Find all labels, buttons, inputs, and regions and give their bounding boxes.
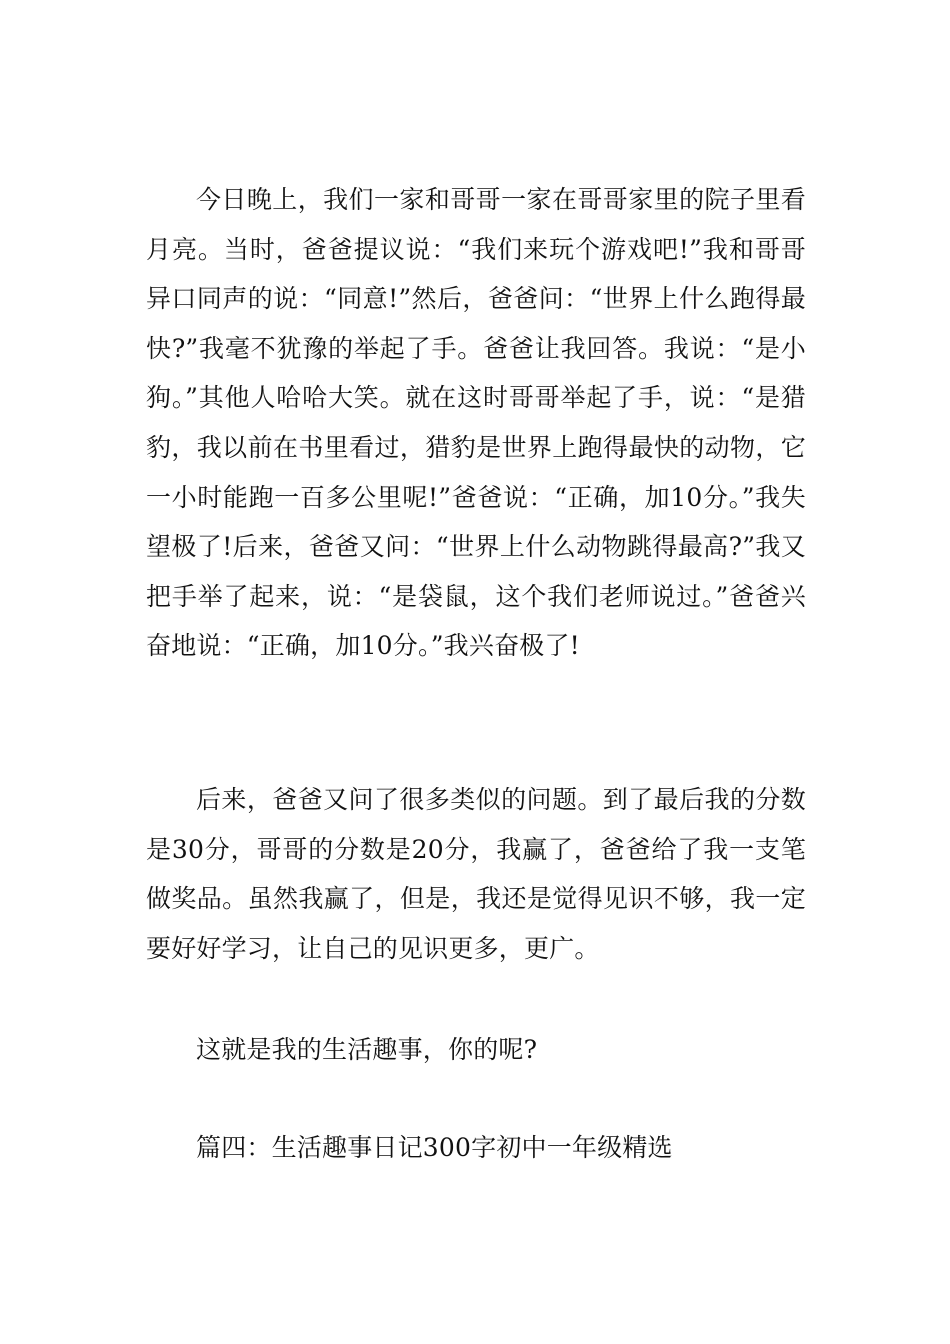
paragraph-result: 后来，爸爸又问了很多类似的问题。到了最后我的分数是30分，哥哥的分数是20分，我赢了，爸爸给了我一支笔做奖品。虽然我赢了，但是，我还是觉得见识不够，我一定要好好学习，让自己的见识更多，更广。 (146, 785, 806, 963)
section-heading: 篇四：生活趣事日记300字初中一年级精选 (196, 1133, 673, 1162)
paragraph-closing: 这就是我的生活趣事，你的呢? (196, 1035, 538, 1064)
paragraph-story: 今日晚上，我们一家和哥哥一家在哥哥家里的院子里看月亮。当时，爸爸提议说：“我们来玩个游戏吧!”我和哥哥异口同声的说：“同意!”然后，爸爸问：“世界上什么跑得最快?”我毫不犹豫的举起了手。爸爸让我回答。我说：“是小狗。”其他人哈哈大笑。就在这时哥哥举起了手，说：“是猎豹，我以前在书里看过，猎豹是世界上跑得最快的动物，它一小时能跑一百多公里呢!”爸爸说：“正确，加10分。”我失望极了!后来，爸爸又问：“世界上什么动物跳得最高?”我又把手举了起来，说：“是袋鼠，这个我们老师说过。”爸爸兴奋地说：“正确，加10分。”我兴奋极了! (146, 185, 806, 661)
